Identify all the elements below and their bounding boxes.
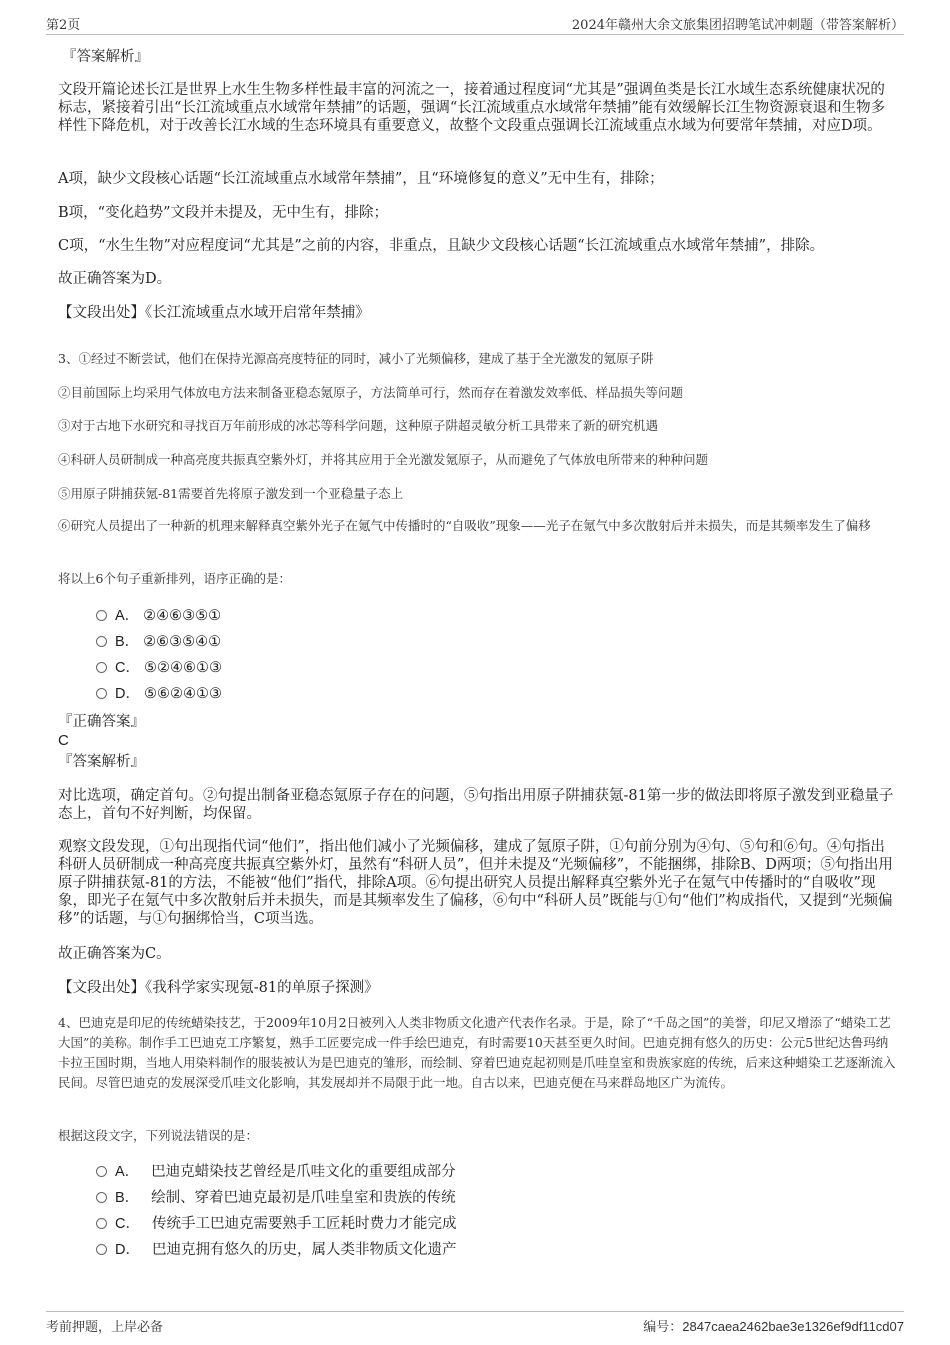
q2-analysis-paragraph: 文段开篇论述长江是世界上水生生物多样性最丰富的河流之一，接着通过程度词“尤其是”强调鱼类是长江水域生态系统健康状况的标志，紧接着引出“长江流域重点水域常年禁捕”的话题，强调“长江流域重点水域常年禁捕”能有效缓解长江生物资源衰退和生物多样性下降危机，对于改善长江水域的生态环境具有重要意义，故整个文段重点强调长江流域重点水域为何要常年禁捕，对应D项。 — [58, 82, 886, 134]
q3-prompt: 将以上6个句子重新排列，语序正确的是： — [58, 571, 291, 586]
q4-prompt: 根据这段文字，下列说法错误的是： — [58, 1128, 259, 1143]
document-code: 编号：2847caea2462bae3e1326ef9df11cd07 — [643, 1319, 904, 1335]
radio-button[interactable] — [96, 1218, 107, 1229]
q3-sentence-2: ②目前国际上均采用气体放电方法来制备亚稳态氪原子，方法简单可行，然而存在着激发效率低、样品损失等问题 — [58, 385, 684, 400]
radio-button[interactable] — [96, 688, 107, 699]
q2-conclusion: 故正确答案为D。 — [58, 271, 172, 287]
page-header — [46, 12, 904, 35]
radio-button[interactable] — [96, 610, 107, 621]
q3-option-c[interactable]: C． ⑤②④⑥①③ — [96, 659, 222, 677]
page-number: 第2页 — [46, 18, 81, 33]
q3-analysis-paragraph-2: 观察文段发现，①句出现指代词“他们”，指出他们减小了光频偏移，建成了氪原子阱，①句前分别为④句、⑤句和⑥句。④句指出科研人员研制成一种高亮度共振真空紫外灯，虽然有“科研人员”，但并未提及“光频偏移”，不能捆绑，排除B、D两项；⑤句指出用原子阱捕获氪-81的方法，不能被“他们”指代，排除A项。⑥句提出研究人员提出解释真空紫外光子在氪气中传播时的“自吸收”现象，即光子在氪气中多次散射后并未损失，而是其频率发生了偏移，⑥句中“科研人员”既能与①句“他们”构成指代，又提到“光频偏移”的话题，与①句捆绑恰当，C项当选。 — [58, 839, 893, 927]
q4-option-b[interactable]: B． 绘制、穿着巴迪克最初是爪哇皇室和贵族的传统 — [96, 1189, 456, 1207]
q2-analysis-label: 『答案解析』 — [62, 49, 149, 65]
q4-option-a[interactable]: A． 巴迪克蜡染技艺曾经是爪哇文化的重要组成部分 — [96, 1163, 456, 1181]
q2-option-b-analysis: B项，“变化趋势”文段并未提及，无中生有，排除； — [58, 205, 388, 221]
q3-source: 【文段出处】《我科学家实现氪-81的单原子探测》 — [58, 980, 379, 996]
radio-button[interactable] — [96, 1166, 107, 1177]
q2-option-a-analysis: A项，缺少文段核心话题“长江流域重点水域常年禁捕”，且“环境修复的意义”无中生有，排除； — [58, 171, 664, 187]
q3-sentence-3: ③对于古地下水研究和寻找百万年前形成的冰芯等科学问题，这种原子阱超灵敏分析工具带来了新的研究机遇 — [58, 418, 659, 433]
q3-analysis-label: 『答案解析』 — [58, 754, 145, 770]
q4-stem: 4、巴迪克是印尼的传统蜡染技艺，于2009年10月2日被列入人类非物质文化遗产代表作名录。于是，除了“千岛之国”的美誉，印尼又增添了“蜡染工艺大国”的美称。制作手工巴迪克工序繁复，熟手工匠要完成一件手绘巴迪克，有时需要10天甚至更久时间。巴迪克拥有悠久的历史：公元5世纪达鲁玛纳卡拉王国时期，当地人用染料制作的服装被认为是巴迪克的雏形，而绘制、穿着巴迪克起初则是爪哇皇室和贵族家庭的传统，后来这种蜡染工艺逐渐流入民间。尽管巴迪克的发展深受爪哇文化影响，其发展却并不局限于此一地。自古以来，巴迪克便在马来群岛地区广为流传。 — [58, 1015, 896, 1090]
radio-button[interactable] — [96, 1244, 107, 1255]
q3-sentence-1: 3、①经过不断尝试，他们在保持光源高亮度特征的同时，减小了光频偏移，建成了基于全光激发的氪原子阱 — [58, 351, 654, 366]
radio-button[interactable] — [96, 662, 107, 673]
q3-conclusion: 故正确答案为C。 — [58, 946, 171, 962]
q4-option-d[interactable]: D． 巴迪克拥有悠久的历史，属人类非物质文化遗产 — [96, 1241, 456, 1259]
q3-sentence-4: ④科研人员研制成一种高亮度共振真空紫外灯，并将其应用于全光激发氪原子，从而避免了气体放电所带来的种种问题 — [58, 452, 709, 467]
page-footer — [46, 1311, 904, 1338]
radio-button[interactable] — [96, 636, 107, 647]
q3-correct-answer: C — [58, 732, 69, 749]
q3-option-d[interactable]: D． ⑤⑥②④①③ — [96, 685, 222, 703]
q3-analysis-paragraph-1: 对比选项，确定首句。②句提出制备亚稳态氪原子存在的问题，⑤句指出用原子阱捕获氪-81第一步的做法即将原子激发到亚稳量子态上，首句不好判断，均保留。 — [58, 788, 894, 822]
q3-option-a[interactable]: A． ②④⑥③⑤① — [96, 607, 221, 625]
q4-option-c[interactable]: C． 传统手工巴迪克需要熟手工匠耗时费力才能完成 — [96, 1215, 456, 1233]
q3-option-b[interactable]: B． ②⑥③⑤④① — [96, 633, 221, 651]
document-title: 2024年赣州大余文旅集团招聘笔试冲刺题（带答案解析） — [571, 18, 904, 33]
q3-sentence-5: ⑤用原子阱捕获氪-81需要首先将原子激发到一个亚稳量子态上 — [58, 486, 404, 501]
footer-slogan: 考前押题，上岸必备 — [46, 1320, 164, 1335]
q2-source: 【文段出处】《长江流域重点水域开启常年禁捕》 — [58, 305, 370, 321]
radio-button[interactable] — [96, 1192, 107, 1203]
q2-option-c-analysis: C项，“水生生物”对应程度词“尤其是”之前的内容，非重点，且缺少文段核心话题“长江流域重点水域常年禁捕”，排除。 — [58, 238, 825, 254]
q3-correct-label: 『正确答案』 — [58, 714, 145, 730]
q3-sentence-6: ⑥研究人员提出了一种新的机理来解释真空紫外光子在氪气中传播时的“自吸收”现象——光子在氪气中多次散射后并未损失，而是其频率发生了偏移 — [58, 518, 871, 533]
